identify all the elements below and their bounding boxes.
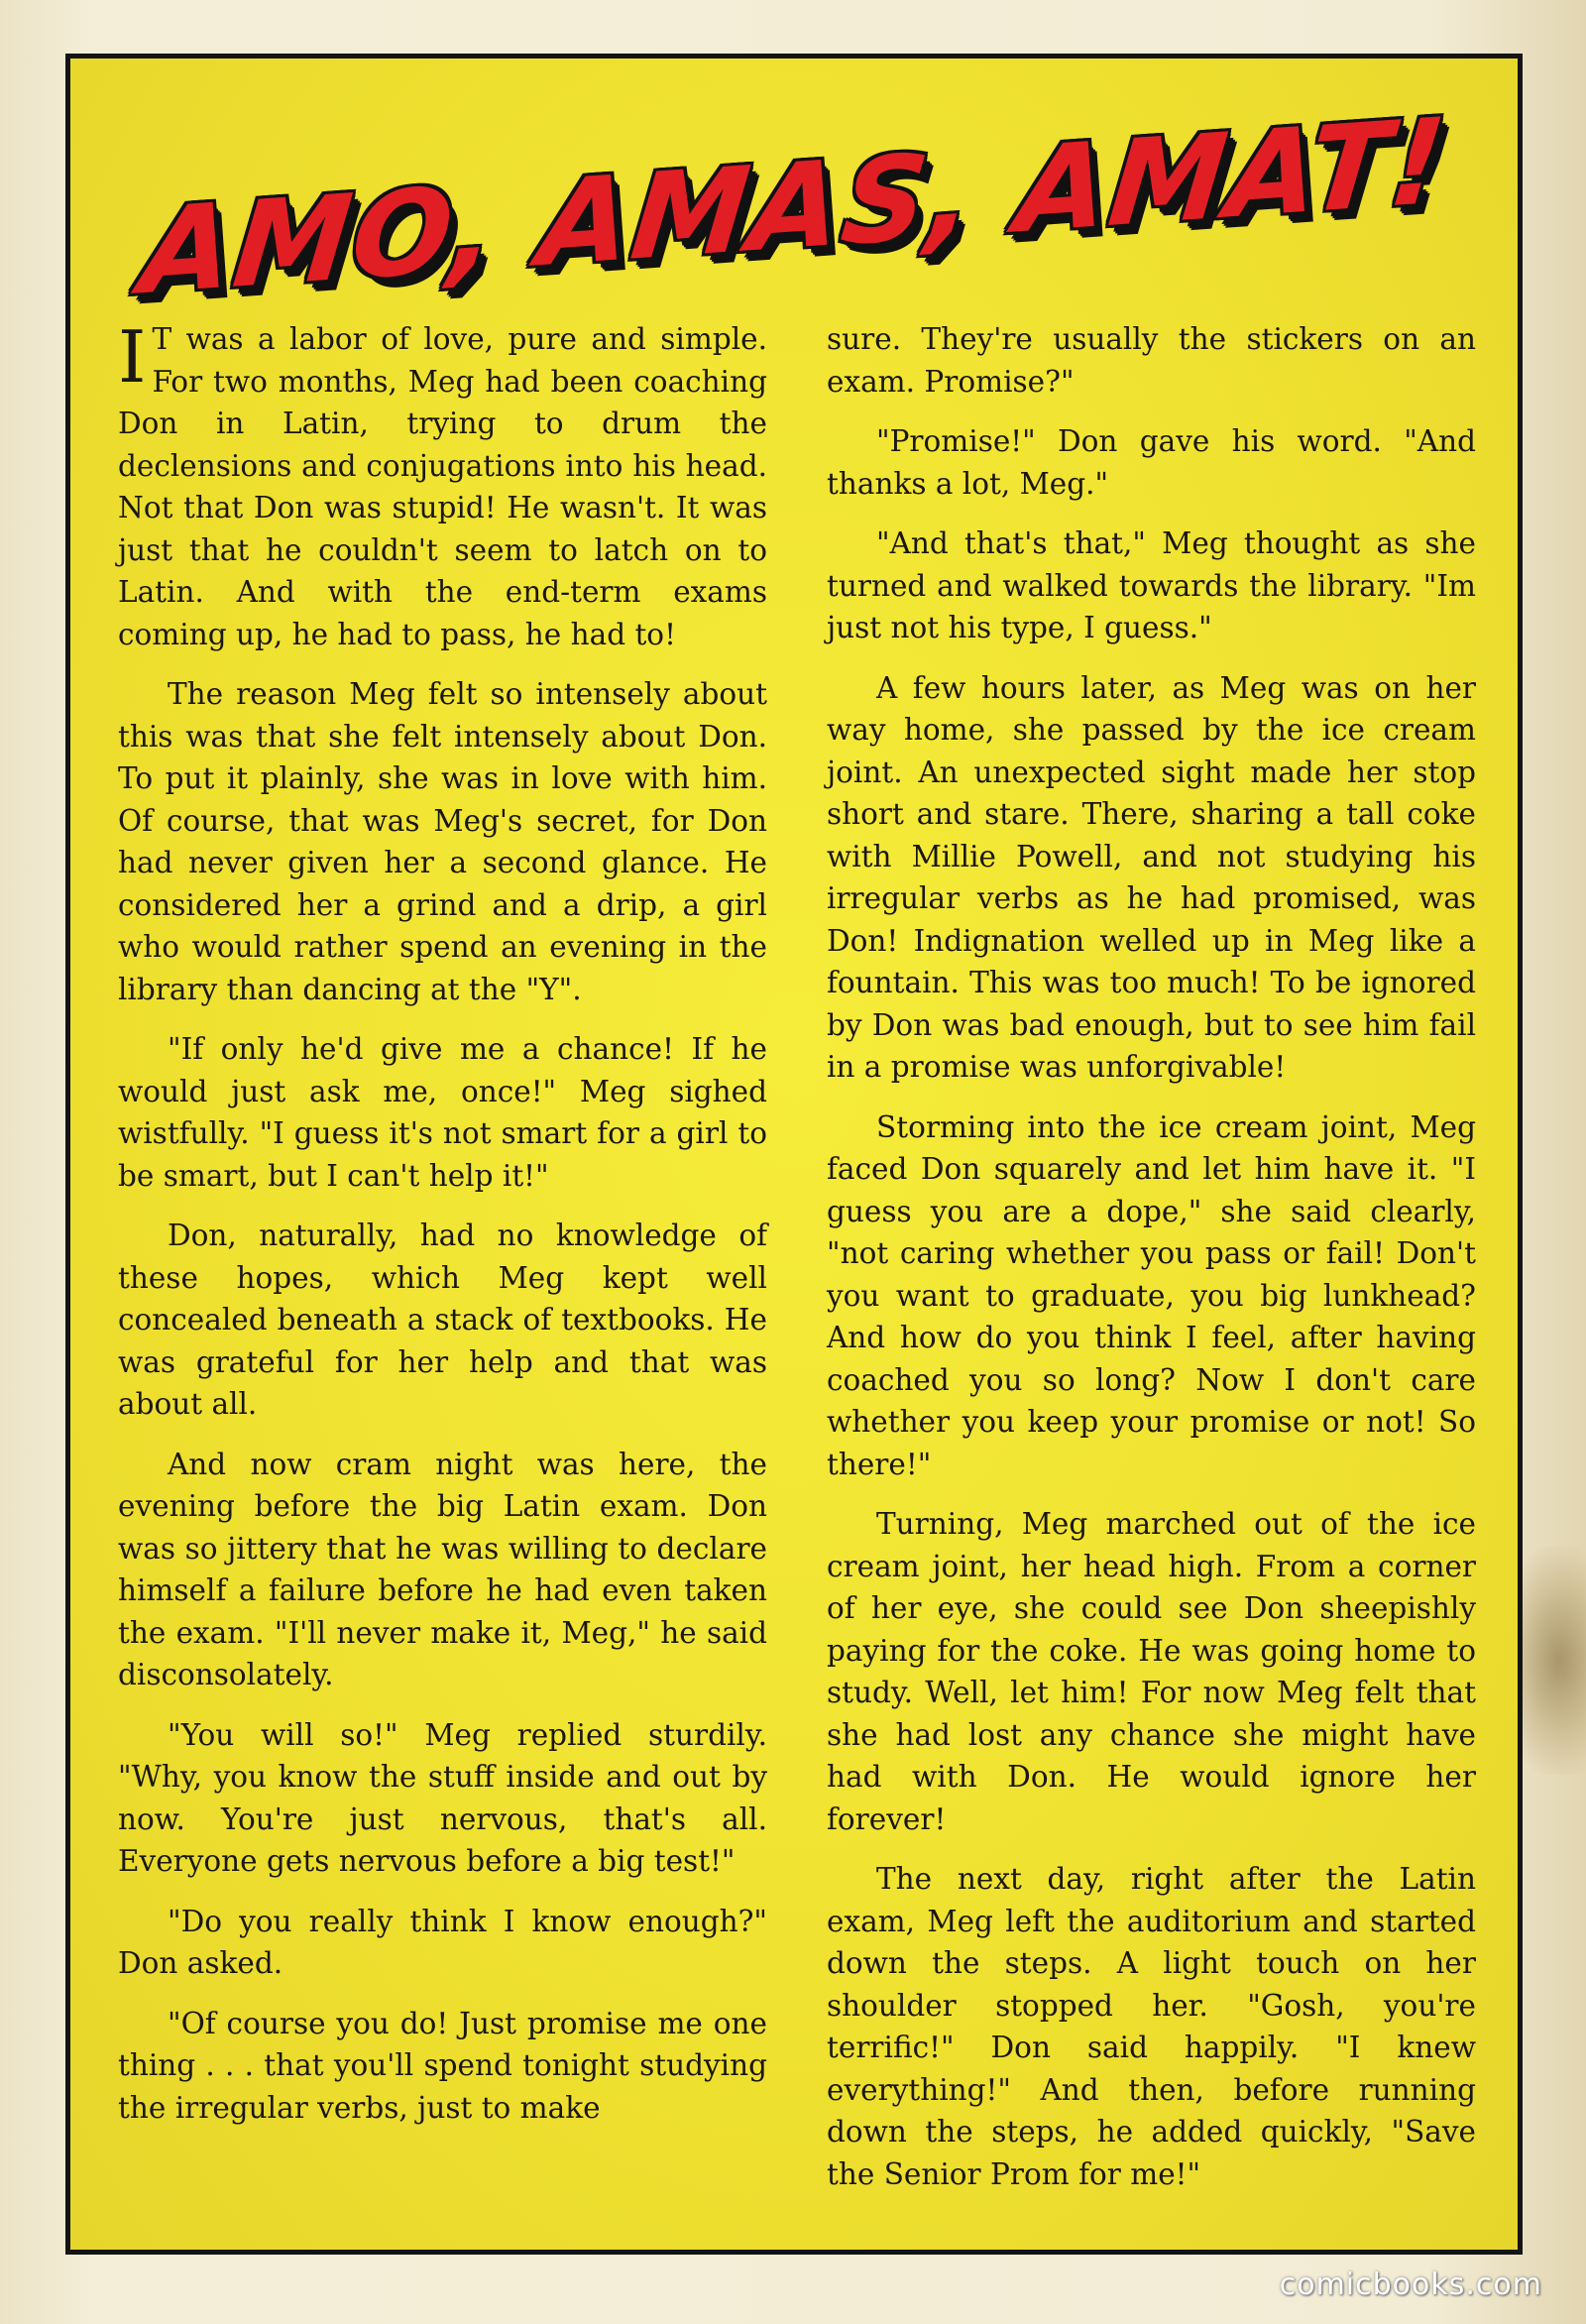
paragraph: The next day, right after the Latin exam, Meg left the auditorium and started down the steps. A light touch on her shoulder stopped her. "Gosh, you're terrific!" Don said happily. "I knew everything!" And then, before running down the steps, he added quickly, "Save the Senior Prom for me!" [827, 1862, 1476, 2191]
paragraph: "Promise!" Don gave his word. "And thanks a lot, Meg." [827, 424, 1476, 501]
paragraph: "If only he'd give me a chance! If he would just ask me, once!" Meg sighed wistfully. "I guess it's not smart for a girl to be smart, but I can't help it!" [118, 1032, 767, 1193]
paragraph: "Do you really think I know enough?" Don asked. [118, 1904, 767, 1980]
text-columns [118, 315, 1476, 2222]
title-area [70, 91, 1518, 336]
paragraph: "Of course you do! Just promise me one thing . . . that you'll spend tonight studying the irregular verbs, just to make [118, 2006, 767, 2125]
column-left [118, 315, 767, 2222]
story-panel [65, 54, 1523, 2255]
paragraph-text: T was a labor of love, pure and simple. For two months, Meg had been coaching Don in Latin, trying to drum the declensions and conjugations into his head. Not that Don was stupid! He wasn't. It was just that he couldn't seem to latch on to Latin. And with the end-term exams coming up, he had to pass, he had to! [118, 322, 767, 651]
paragraph: "You will so!" Meg replied sturdily. "Why, you know the stuff inside and out by now. You're just nervous, that's all. Everyone gets nervous before a big test!" [118, 1717, 767, 1878]
paragraph: A few hours later, as Meg was on her way home, she passed by the ice cream joint. An unexpected sight made her stop short and stare. There, sharing a tall coke with Millie Powell, and not studying his irregular verbs as he had promised, was Don! Indignation welled up in Meg like a fountain. This was too much! To be ignored by Don was bad enough, but to see him fail in a promise was unforgivable! [827, 670, 1476, 1084]
drop-cap: I [118, 315, 147, 399]
paragraph: The reason Meg felt so intensely about this was that she felt intensely about Don. To put it plainly, she was in love with him. Of course, that was Meg's secret, for Don had never given her a second glance. He considered her a grind and a drip, a girl who would rather spend an evening in the library than dancing at the "Y". [118, 677, 767, 1006]
story-title: AMO, AMAS, AMAT! [135, 91, 1453, 321]
paragraph: sure. They're usually the stickers on an exam. Promise?" [827, 322, 1476, 399]
paragraph: Don, naturally, had no knowledge of these hopes, which Meg kept well concealed beneath a stack of textbooks. He was grateful for her help and that was about all. [118, 1219, 767, 1421]
paragraph [118, 315, 767, 655]
paragraph: Turning, Meg marched out of the ice cream joint, her head high. From a corner of her eye, she could see Don sheepishly paying for the coke. He was going home to study. Well, let him! For now Meg felt that she had lost any chance she might have had with Don. He would ignore her forever! [827, 1507, 1476, 1836]
paragraph: Storming into the ice cream joint, Meg faced Don squarely and let him have it. "I guess you are a dope," she said clearly, "not caring whether you pass or fail! Don't you want to graduate, you big lunkhead? And how do you think I feel, after having coached you so long? Now I don't care whether you keep your promise or not! So there!" [827, 1109, 1476, 1481]
paragraph: "And that's that," Meg thought as she turned and walked towards the library. "Im just not his type, I guess." [827, 526, 1476, 644]
paragraph: And now cram night was here, the evening before the big Latin exam. Don was so jittery that he was willing to declare himself a failure before he had even taken the exam. "I'll never make it, Meg," he said disconsolately. [118, 1447, 767, 1691]
watermark: comicbooks.com [1279, 2267, 1542, 2302]
column-right [827, 318, 1476, 2222]
